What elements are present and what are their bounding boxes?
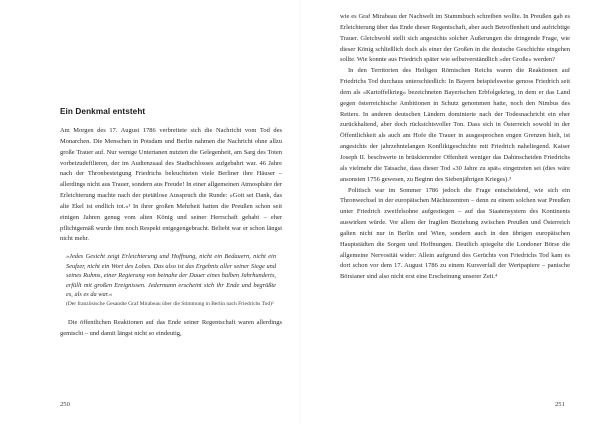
right-page xyxy=(300,0,600,424)
left-paragraph-2: Die öffentlichen Reaktionen auf das Ende seiner Regentschaft waren allerdings gemischt – und damit längst nicht so eindeutig, xyxy=(60,318,282,337)
right-paragraph-3: Politisch war im Sommer 1786 jedoch die Frage entscheidend, wie sich ein Thronwechsel in der europäischen Mächtezentren – denn zu einem solchen war Preußen unter Friedrich zweifelsohne aufgestiegen – auf das Staatensystem des Kontinents auswirken würde. Vor allem der fragilen Beziehung zwischen Preußen und Österreich galten nicht nur in Berlin und Wien, sondern auch in den übrigen europäischen Hauptstädten die Sorgen und Hoffnungen. Deutlich spiegelte die Londoner Börse die allgemeine Nervosität wider: Allein aufgrund des Gerüchts von Friedrichs Tod kam es dort schon vor dem 17. August 1786 zu einem Kursverfall der Wertpapiere – panische Börsianer sind also nicht erst eine Erscheinung unserer Zeit.⁴ xyxy=(340,186,570,281)
block-quote: »Jedes Gesicht zeigt Erleichterung und Hoffnung, nicht ein Bedauern, nicht ein Seufzer, nicht ein Wort des Lobes. Das also ist das Ergebnis aller seiner Siege und seines Ruhms, einer Regierung von beinahe der Dauer eines halben Jahrhunderts, erfüllt mit großen Ereignissen. Jedermann erscheint sich ihr Ende und begrüßte es, als es da war.« xyxy=(66,253,276,298)
quote-source: (Der französische Gesandte Graf Mirabeau über die Stimmung in Berlin nach Friedrichs Tod)² xyxy=(66,301,274,308)
page-number-left: 250 xyxy=(60,401,70,408)
left-paragraph-1: Am Morgen des 17. August 1786 verbreitete sich die Nachricht vom Tod des Monarchen. Die Menschen in Potsdam und Berlin nahmen die Nachricht ohne allzu große Trauer auf. Nur wenige Untertanen nutzten die Gelegenheit, am Sarg des Toten vorbeizudefilieren, der im Audienzsaal des Stadtschlosses aufgebahrt war. 46 Jahre nach der Thronbesteigung Friedrichs beleuchteten viele Berliner ihre Häuser – allerdings nicht aus Trauer, sondern aus Freude! In einer allgemeinen Atmosphäre der Erleichterung machte nach der pietätlose Ausspruch die Runde: »Gott sei Dank, das alte Ekel ist endlich tot.«¹ In ihrer großen Mehrheit hatten die Preußen schon seit einigen Jahren genug vom alten König und seiner Herrschaft gehabt – eher pflichtgemäß wurde ihm noch Respekt entgegengebracht. Beliebt war er schon längst nicht mehr. xyxy=(60,127,282,243)
section-heading: Ein Denkmal entsteht xyxy=(60,107,146,116)
left-text-column xyxy=(60,107,282,340)
right-paragraph-2: In den Territorien des Heiligen Römischen Reichs waren die Reaktionen auf Friedrichs Tod durchaus unterschiedlich: In Bayern beispielsweise genoss Friedrich seit dem als »Kartoffelkrieg« bezeichneten Bayerischen Erbfolgekrieg, in dem er das Land gegen österreichische Ambitionen in Schutz genommen hatte, noch den Nimbus des Retters. In anderen deutschen Ländern dominierte nach der Todesnachricht ein eher zurückhaltend, aber doch rücksichtsvoller Ton. Dass sich in Österreich sowohl in der Öffentlichkeit als auch am Hofe die Trauer in ausgesprochen engen Grenzen hielt, ist angesichts der jahrzehntelangen Konfliktgeschichte mit Friedrich naheliegend. Kaiser Joseph II. beschwerte in brüskierender Offenheit weniger das Dahinscheiden Friedrichs als vielmehr die Tatsache, dass dieser Tod »30 Jahre zu spät« eingetreten sei (dies wäre ansonsten 1756 gewesen, zu Beginn des Siebenjährigen Krieges).³ xyxy=(340,67,570,183)
right-paragraph-1: wie es Graf Mirabeau der Nachwelt im Stammbuch schreiben wollte. In Preußen gab es Erleichterung über das Ende dieser Regentschaft, aber auch Betroffenheit und aufrichtige Trauer. Gleichwohl stellt sich angesichts solcher Äußerungen die dringende Frage, wie dieser König schließlich doch als einer der Großen in die deutsche Geschichte eingehen sollte. Wie konnte aus Friedrich später wie selbstverständlich »der Große« werden? xyxy=(340,13,570,64)
page-number-right: 251 xyxy=(555,401,565,408)
right-text-column xyxy=(340,12,570,283)
